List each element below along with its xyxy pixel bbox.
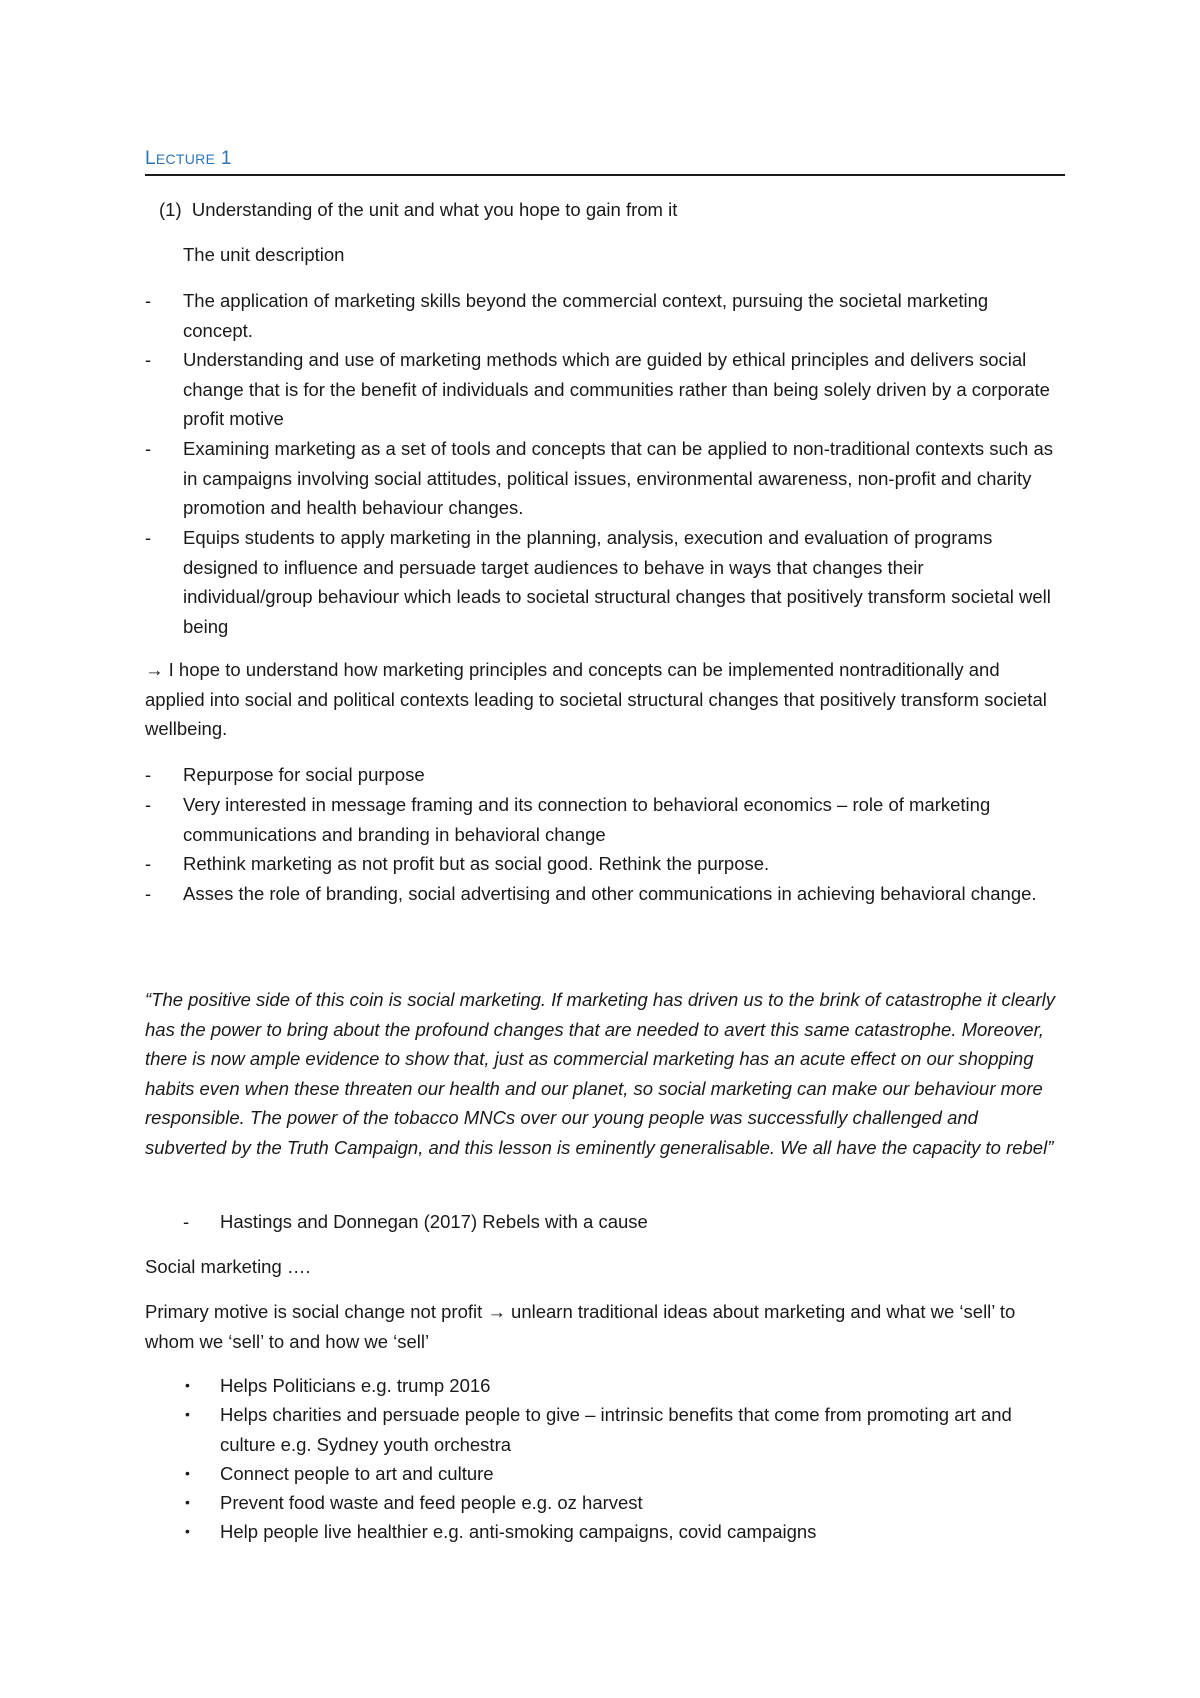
citation (145, 1207, 1065, 1237)
list-item-text: Prevent food waste and feed people e.g. oz harvest (220, 1492, 643, 1513)
dash-marker: - (145, 853, 152, 874)
question-line (159, 198, 677, 222)
bullet-marker: • (185, 1465, 190, 1481)
unit-description-label: The unit description (183, 244, 345, 265)
list-item (145, 1488, 1065, 1518)
arrow-icon: → (145, 659, 164, 680)
dash-marker: - (145, 794, 152, 815)
dash-marker: - (145, 290, 152, 311)
list-item (145, 1400, 1065, 1460)
primary-motive-after: unlearn traditional ideas about marketing and what we ‘sell’ to whom we ‘sell’ to and how we ‘sell’ (145, 1301, 1016, 1352)
lecture-heading (145, 148, 1065, 176)
bullet-marker: • (185, 1523, 190, 1539)
list-item (145, 849, 1065, 879)
list-item (145, 1459, 1065, 1489)
social-marketing-label: Social marketing …. (145, 1256, 311, 1277)
list-item-text: Asses the role of branding, social advertising and other communications in achieving behavioral change. (183, 883, 1037, 904)
list-item-text: The application of marketing skills beyond the commercial context, pursuing the societal marketing concept. (183, 290, 989, 341)
list-item (145, 760, 1065, 790)
primary-motive-paragraph (145, 1297, 1065, 1356)
list-item-text: Understanding and use of marketing methods which are guided by ethical principles and delivers social change that is for the benefit of individuals and communities rather than being solely driven by a corporate profit motive (183, 349, 1050, 429)
bullet-marker: • (185, 1406, 190, 1422)
list-item-text: Examining marketing as a set of tools and concepts that can be applied to non-traditional contexts such as in campaigns involving social attitudes, political issues, environmental awareness, non-profit and charity promotion and health behaviour changes. (183, 438, 1054, 518)
dash-marker: - (145, 438, 152, 459)
question-text: Understanding of the unit and what you hope to gain from it (191, 199, 678, 220)
heading-rest: ECTURE (155, 151, 216, 167)
list-item-text: Help people live healthier e.g. anti-smoking campaigns, covid campaigns (220, 1521, 817, 1542)
dash-marker: - (183, 1211, 190, 1232)
list-item (145, 434, 1065, 524)
list-item-text: Rethink marketing as not profit but as social good. Rethink the purpose. (183, 853, 770, 874)
list-item (145, 879, 1065, 939)
list-item-text: Very interested in message framing and its connection to behavioral economics – role of marketing communications and branding in behavioral change (183, 794, 991, 845)
arrow-icon: → (487, 1301, 506, 1322)
bullet-marker: • (185, 1377, 190, 1393)
list-item-text: Helps charities and persuade people to give – intrinsic benefits that come from promoting art and culture e.g. Sydney youth orchestra (220, 1404, 1012, 1455)
list-item-text: Equips students to apply marketing in the planning, analysis, execution and evaluation of programs designed to influence and persuade target audiences to behave in ways that changes their individual/group behaviour which leads to societal structural changes that positively transform societal well being (183, 527, 1051, 637)
list-item (145, 790, 1065, 850)
quote-block: “The positive side of this coin is social marketing. If marketing has driven us to the brink of catastrophe it clearly has the power to bring about the profound changes that are needed to avert this same catastrophe. Moreover, there is now ample evidence to show that, just as commercial marketing has an acute effect on our shopping habits even when these threaten our health and our planet, so social marketing can make our behaviour more responsible. The power of the tobacco MNCs over our young people was successfully challenged and subverted by the Truth Campaign, and this lesson is eminently generalisable. We all have the capacity to rebel” (145, 989, 1055, 1158)
list-item (145, 1371, 1065, 1401)
dash-marker: - (145, 764, 152, 785)
dash-marker: - (145, 527, 152, 548)
hope-paragraph (145, 655, 1055, 744)
bullet-marker: • (185, 1494, 190, 1510)
question-number: (1) (159, 199, 182, 220)
hope-text: I hope to understand how marketing principles and concepts can be implemented nontraditionally and applied into social and political contexts leading to societal structural changes that positively transform societal wellbeing. (145, 659, 1047, 739)
list-item (145, 286, 1065, 346)
list-item-text: Connect people to art and culture (220, 1463, 494, 1484)
dash-marker: - (145, 349, 152, 370)
list-item-text: Helps Politicians e.g. trump 2016 (220, 1375, 491, 1396)
list-item-text: Repurpose for social purpose (183, 764, 425, 785)
primary-motive-before: Primary motive is social change not profit (145, 1301, 483, 1322)
list-item (145, 345, 1065, 435)
heading-first-letter: L (145, 148, 156, 169)
list-item (145, 1517, 1065, 1547)
list-item (145, 523, 1065, 643)
dash-marker: - (145, 883, 152, 904)
citation-text: Hastings and Donnegan (2017) Rebels with a cause (220, 1211, 648, 1232)
heading-number: 1 (220, 148, 232, 169)
